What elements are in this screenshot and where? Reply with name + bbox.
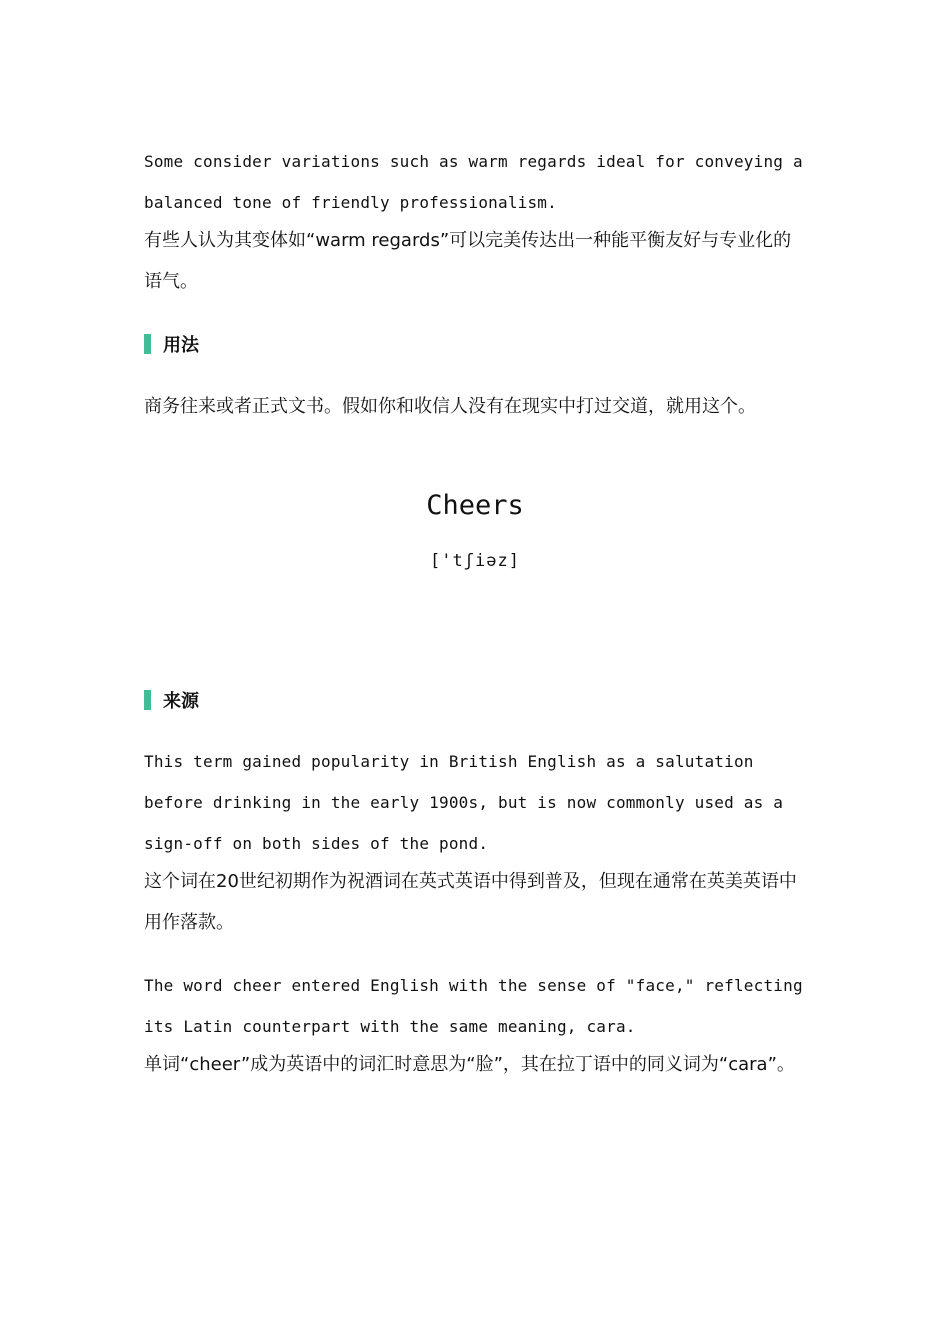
usage-heading: [144, 334, 199, 354]
origin-heading-label: 来源: [163, 691, 199, 712]
example-translation-block: [144, 220, 808, 302]
entry-phonetic: ['tʃiəz]: [430, 551, 520, 571]
section-marker-icon: [144, 334, 151, 354]
section-marker-icon: [144, 690, 151, 710]
origin-paragraph-2-chinese-block: [144, 1044, 808, 1085]
origin-paragraph-2-chinese: 单词“cheer”成为英语中的词汇时意思为“脸”，其在拉丁语中的同义词为“cara”。: [144, 1054, 795, 1075]
origin-paragraph-1-chinese-block: [144, 861, 808, 943]
example-sentence-english: Some consider variations such as warm regards ideal for conveying a balanced tone of friendly professionalism.: [144, 152, 803, 212]
origin-heading: [144, 690, 199, 710]
origin-paragraph-1-english-block: [144, 741, 808, 864]
origin-paragraph-2-english-block: [144, 965, 808, 1047]
usage-text: 商务往来或者正式文书。假如你和收信人没有在现实中打过交道，就用这个。: [144, 396, 756, 417]
example-sentence-chinese: 有些人认为其变体如“warm regards”可以完美传达出一种能平衡友好与专业化的语气。: [144, 230, 792, 292]
usage-heading-label: 用法: [163, 335, 199, 356]
origin-paragraph-1-chinese: 这个词在20世纪初期作为祝酒词在英式英语中得到普及，但现在通常在英美英语中用作落款。: [144, 871, 797, 933]
entry-word: Cheers: [426, 490, 524, 521]
usage-text-block: [144, 386, 808, 427]
origin-paragraph-2-english: The word cheer entered English with the sense of "face," reflecting its Latin counterpart with the same meaning, cara.: [144, 976, 803, 1036]
origin-paragraph-1-english: This term gained popularity in British English as a salutation before drinking in the early 1900s, but is now commonly used as a sign-off on both sides of the pond.: [144, 752, 784, 853]
example-sentence-block: [144, 141, 808, 223]
